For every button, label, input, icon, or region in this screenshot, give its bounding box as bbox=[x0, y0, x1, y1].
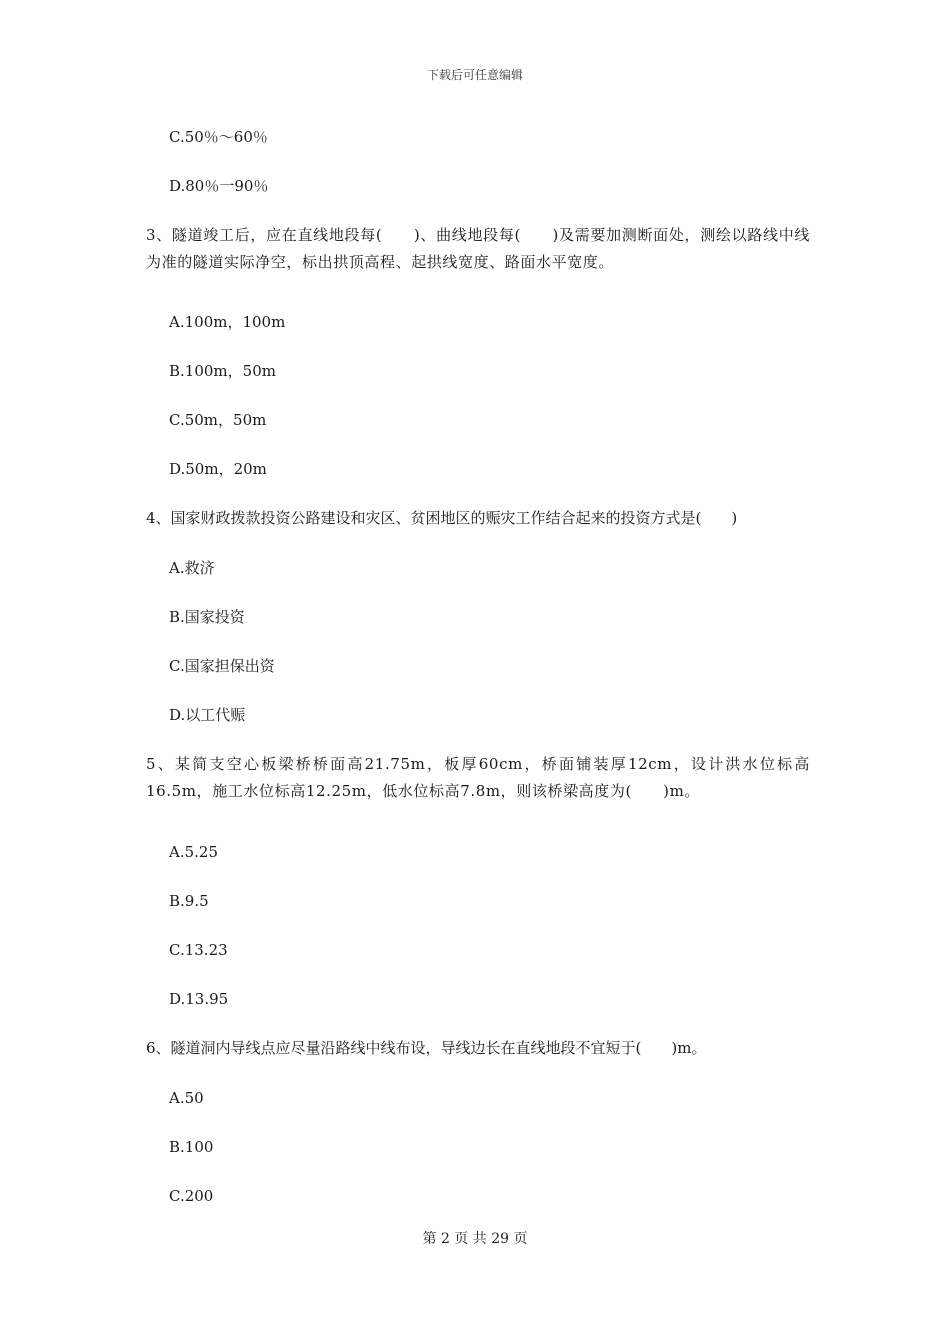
question-6: 6、隧道洞内导线点应尽量沿路线中线布设，导线边长在直线地段不宜短于( )m。 bbox=[146, 1039, 707, 1057]
option-b-q6: B.100 bbox=[169, 1138, 214, 1156]
option-b-q5: B.9.5 bbox=[169, 892, 209, 910]
option-a-q4: A.救济 bbox=[169, 559, 215, 577]
option-c-q5: C.13.23 bbox=[169, 941, 228, 959]
page-footer: 第 2 页 共 29 页 bbox=[422, 1231, 528, 1247]
option-d-q3: D.50m，20m bbox=[169, 460, 267, 478]
question-5: 5、某简支空心板梁桥桥面高21.75m，板厚60cm，桥面铺装厚12cm，设计洪水位标高16.5m，施工水位标高12.25m，低水位标高7.8m，则该桥梁高度为( )m。 bbox=[146, 755, 810, 800]
option-a-q3: A.100m，100m bbox=[169, 313, 286, 331]
option-c-q4: C.国家担保出资 bbox=[169, 657, 275, 675]
option-b-q3: B.100m，50m bbox=[169, 362, 276, 380]
option-c-q3: C.50m，50m bbox=[169, 411, 267, 429]
option-d-q5: D.13.95 bbox=[169, 990, 229, 1008]
option-c-q6: C.200 bbox=[169, 1187, 214, 1205]
option-a-q6: A.50 bbox=[169, 1089, 204, 1107]
option-a-q5: A.5.25 bbox=[169, 843, 218, 861]
option-d-q4: D.以工代赈 bbox=[169, 706, 246, 724]
option-c-q2: C.50％～60％ bbox=[169, 128, 268, 146]
page-header: 下载后可任意编辑 bbox=[426, 68, 523, 82]
question-4: 4、国家财政拨款投资公路建设和灾区、贫困地区的赈灾工作结合起来的投资方式是( ) bbox=[146, 509, 738, 527]
option-b-q4: B.国家投资 bbox=[169, 608, 245, 626]
question-3: 3、隧道竣工后，应在直线地段每( )、曲线地段每( )及需要加测断面处，测绘以路线中线为准的隧道实际净空，标出拱顶高程、起拱线宽度、路面水平宽度。 bbox=[146, 226, 810, 271]
option-d-q2: D.80％一90％ bbox=[169, 177, 269, 195]
